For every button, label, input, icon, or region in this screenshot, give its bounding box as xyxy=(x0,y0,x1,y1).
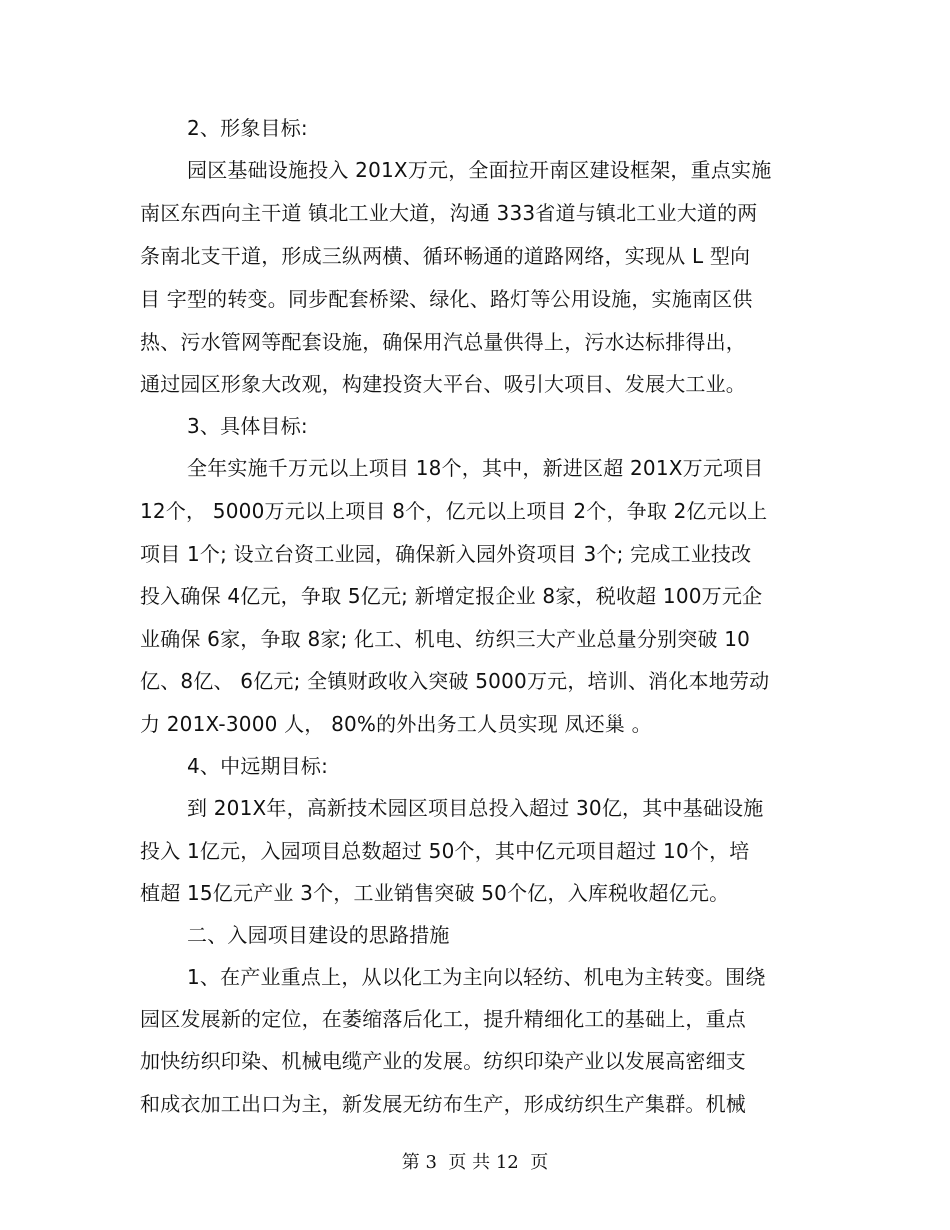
paragraph-line: 亿、8亿、 6亿元; 全镇财政收入突破 5000万元，培训、消化本地劳动 xyxy=(140,669,770,693)
paragraph-line: 投入 1亿元，入园项目总数超过 50个，其中亿元项目超过 10个，培 xyxy=(140,839,750,863)
paragraph-line: 到 201X年，高新技术园区项目总投入超过 30亿，其中基础设施 xyxy=(187,796,764,820)
paragraph-line: 业确保 6家，争取 8家; 化工、机电、纺织三大产业总量分别突破 10 xyxy=(140,627,751,651)
paragraph-line: 加快纺织印染、机械电缆产业的发展。纺织印染产业以发展高密细支 xyxy=(140,1049,746,1073)
section-heading-project-measures: 二、入园项目建设的思路措施 xyxy=(187,923,450,947)
paragraph-line: 南区东西向主干道 镇北工业大道，沟通 333省道与镇北工业大道的两 xyxy=(140,201,758,225)
page-number-footer: 第 3 页 共 12 页 xyxy=(401,1152,549,1173)
paragraph-line: 投入确保 4亿元，争取 5亿元; 新增定报企业 8家，税收超 100万元企 xyxy=(140,584,763,608)
paragraph-line: 力 201X-3000 人， 80%的外出务工人员实现 凤还巢 。 xyxy=(140,712,652,736)
paragraph-line: 通过园区形象大改观，构建投资大平台、吸引大项目、发展大工业。 xyxy=(140,372,746,396)
heading-specific-goals: 3、具体目标: xyxy=(187,414,308,438)
paragraph-line: 热、污水管网等配套设施，确保用汽总量供得上，污水达标排得出， xyxy=(140,330,746,354)
paragraph-line: 目 字型的转变。同步配套桥梁、绿化、路灯等公用设施，实施南区供 xyxy=(140,287,753,311)
paragraph-line: 植超 15亿元产业 3个，工业销售突破 50个亿，入库税收超亿元。 xyxy=(140,881,730,905)
paragraph-line: 园区发展新的定位，在萎缩落后化工，提升精细化工的基础上，重点 xyxy=(140,1007,746,1031)
paragraph-line: 12个， 5000万元以上项目 8个，亿元以上项目 2个，争取 2亿元以上 xyxy=(140,499,768,523)
paragraph-line: 和成衣加工出口为主，新发展无纺布生产，形成纺织生产集群。机械 xyxy=(140,1092,746,1116)
paragraph-line: 项目 1个; 设立台资工业园，确保新入园外资项目 3个; 完成工业技改 xyxy=(140,542,752,566)
paragraph-line: 1、在产业重点上，从以化工为主向以轻纺、机电为主转变。围绕 xyxy=(187,965,766,989)
heading-image-goals: 2、形象目标: xyxy=(187,116,308,140)
paragraph-line: 条南北支干道，形成三纵两横、循环畅通的道路网络，实现从 L 型向 xyxy=(140,244,751,268)
paragraph-line: 园区基础设施投入 201X万元，全面拉开南区建设框架，重点实施 xyxy=(187,158,772,182)
paragraph-line: 全年实施千万元以上项目 18个，其中，新进区超 201X万元项目 xyxy=(187,456,764,480)
heading-mid-long-term-goals: 4、中远期目标: xyxy=(187,754,329,778)
